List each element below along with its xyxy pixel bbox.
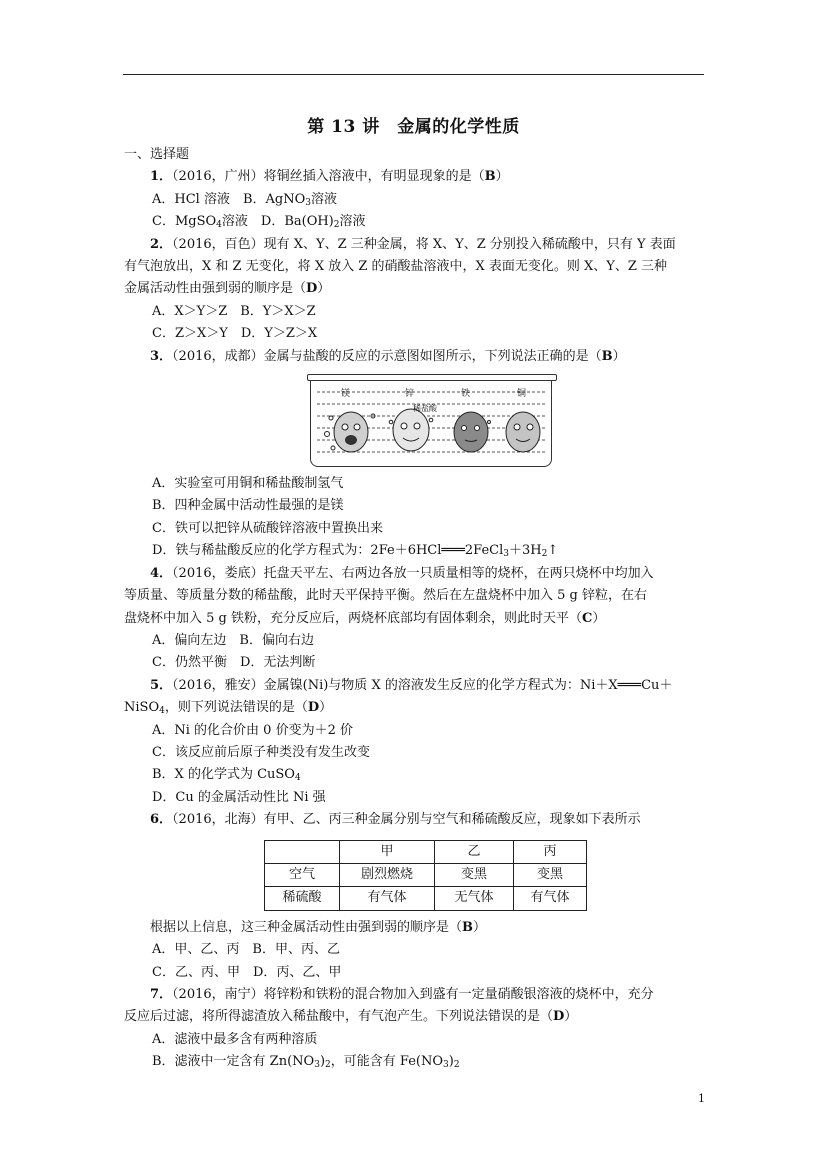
answer: D — [306, 281, 318, 297]
table-row — [265, 863, 587, 886]
option-c: C．该反应前后原子种类没有发生改变 — [152, 744, 370, 760]
table-cell: 有气体 — [514, 887, 587, 910]
page-number: 1 — [698, 1092, 705, 1105]
table-cell: 剧烈燃烧 — [340, 863, 435, 886]
question-number: 2． — [150, 236, 173, 252]
option-b: B．X 的化学式为 CuSO$_4$ — [152, 767, 301, 784]
question-1: 1．（2016，广州）将铜丝插入溶液中，有明显现象的是（B） — [150, 169, 509, 185]
observation-table — [264, 840, 587, 911]
option-b: B．四种金属中活动性最强的是镁 — [152, 498, 344, 514]
question-number: 1． — [150, 169, 173, 185]
table-row — [265, 887, 587, 910]
question-4: 4．（2016，娄底）托盘天平左、右两边各放一只质量相等的烧杯，在两只烧杯中均加入 — [150, 565, 654, 581]
answer: D — [307, 700, 320, 716]
answer: B — [484, 169, 496, 185]
table-cell: 甲 — [340, 840, 435, 863]
table-cell: 有气体 — [340, 887, 435, 910]
question-5: 5．（2016，雅安）金属镍(Ni)与物质 X 的溶液发生反应的化学方程式为：Ni＋X═══Cu＋ — [150, 677, 673, 693]
question-number: 6． — [150, 812, 173, 828]
option-a: A．滤液中最多含有两种溶质 — [152, 1031, 318, 1047]
option-d: D．铁与稀盐酸反应的化学方程式为：$2Fe+6HCl═══2FeCl_3+3H_2↑$ — [152, 543, 559, 560]
question-number: 5． — [150, 677, 173, 693]
option-b: B．滤液中一定含有 $Zn(NO_3)_2$，可能含有 $Fe(NO_3)_2$ — [152, 1054, 460, 1071]
question-2: 2．（2016，百色）现有 X、Y、Z 三种金属，将 X、Y、Z 分别投入稀硫酸中，只有 Y 表面 — [150, 236, 676, 252]
options-cd: C．仍然平衡 D．无法判断 — [152, 655, 316, 671]
question-number: 3． — [150, 348, 173, 364]
label-zinc: 锌 — [405, 389, 415, 400]
options-ab: A．HCl 溶液 B．AgNO$_3$溶液 — [152, 191, 338, 208]
options-ab: A．X＞Y＞Z B．Y＞X＞Z — [152, 303, 316, 319]
option-a: A．实验室可用铜和稀盐酸制氢气 — [152, 476, 344, 492]
header-rule — [123, 74, 704, 75]
options-cd: C．Z＞X＞Y D．Y＞Z＞X — [152, 326, 318, 342]
question-text: 等质量、等质量分数的稀盐酸，此时天平保持平衡。然后在左盘烧杯中加入 5 g 锌粒，在右 — [124, 588, 647, 604]
options-ab: A．偏向左边 B．偏向右边 — [152, 632, 314, 648]
table-cell — [265, 840, 340, 863]
table-cell: 空气 — [265, 863, 340, 886]
question-text: 有气泡放出，X 和 Z 无变化，将 X 放入 Z 的硝酸盐溶液中，X 表面无变化。则 X、Y、Z 三种 — [124, 259, 668, 275]
label-copper: 铜 — [517, 389, 527, 400]
label-magnesium: 镁 — [341, 389, 351, 400]
table-header-row — [265, 840, 587, 863]
iron-figure — [454, 412, 491, 452]
question-body — [124, 144, 704, 1074]
option-a: A．Ni 的化合价由 0 价变为＋2 价 — [152, 722, 353, 738]
options-cd: C．MgSO$_4$溶液 D．$Ba(OH)_2$溶液 — [152, 214, 366, 231]
question-text: NiSO$_4$，则下列说法错误的是（D） — [124, 700, 333, 717]
options-cd: C．乙、丙、甲 D．丙、乙、甲 — [152, 964, 342, 980]
magnesium-figure — [325, 412, 376, 452]
label-iron: 铁 — [461, 389, 471, 400]
option-c: C．铁可以把锌从硫酸锌溶液中置换出来 — [152, 520, 383, 536]
question-text: 金属活动性由强到弱的顺序是（D） — [124, 281, 331, 297]
question-7: 7．（2016，南宁）将锌粉和铁粉的混合物加入到盛有一定量硝酸银溶液的烧杯中，充分 — [150, 987, 654, 1002]
option-d: D．Cu 的金属活动性比 Ni 强 — [152, 789, 326, 805]
question-3: 3．（2016，成都）金属与盐酸的反应的示意图如图所示，下列说法正确的是（B） — [150, 348, 626, 364]
copper-figure — [506, 412, 540, 452]
answer: C — [582, 610, 593, 626]
question-number: 7． — [150, 987, 173, 1002]
section-heading: 一、选择题 — [124, 147, 190, 162]
question-text: 根据以上信息，这三种金属活动性由强到弱的顺序是（B） — [150, 919, 487, 935]
question-6: 6．（2016，北海）有甲、乙、丙三种金属分别与空气和稀硫酸反应，现象如下表所示 — [150, 812, 641, 828]
table-cell: 丙 — [514, 840, 587, 863]
options-ab: A．甲、乙、丙 B．甲、丙、乙 — [152, 942, 340, 958]
answer: D — [553, 1009, 565, 1025]
metal-acid-illustration — [310, 374, 552, 467]
answer: B — [462, 919, 474, 935]
question-text: 反应后过滤，将所得滤渣放入稀盐酸中，有气泡产生。下列说法错误的是（D） — [124, 1009, 578, 1025]
table-cell: 变黑 — [514, 863, 587, 886]
label-hydrochloric-acid: 稀盐酸 — [413, 404, 437, 414]
table-cell: 稀硫酸 — [265, 887, 340, 910]
table-cell: 变黑 — [435, 863, 514, 886]
question-text: 盘烧杯中加入 5 g 铁粉，充分反应后，两烧杯底部均有固体剩余，则此时天平（C） — [124, 610, 606, 626]
page-title: 第 13 讲 金属的化学性质 — [307, 117, 520, 137]
answer: B — [601, 348, 613, 364]
question-number: 4． — [150, 565, 173, 581]
table-cell: 无气体 — [435, 887, 514, 910]
table-cell: 乙 — [435, 840, 514, 863]
